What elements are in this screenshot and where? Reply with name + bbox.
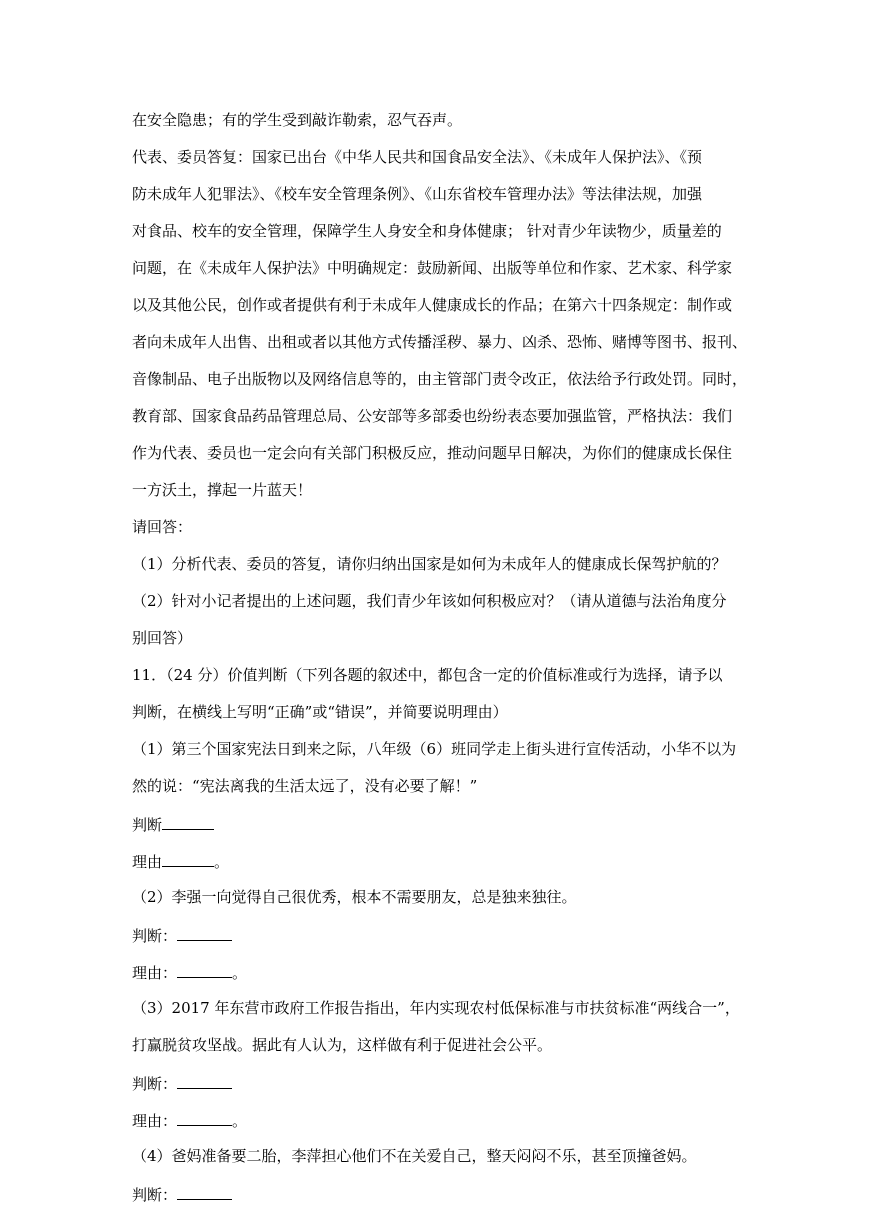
judgment-label: 判断 (132, 815, 163, 834)
question-line: （2）针对小记者提出的上述问题，我们青少年该如何积极应对？（请从道德与法治角度分 (132, 591, 727, 610)
question-line: （1）第三个国家宪法日到来之际，八年级（6）班同学走上街头进行宣传活动，小华不以为 (132, 739, 737, 758)
reason-line (132, 850, 229, 872)
text-line: 以及其他公民，创作或者提供有利于未成年人健康成长的作品；在第六十四条规定：制作或 (132, 295, 733, 314)
period-mark: 。 (232, 1111, 248, 1130)
reason-line (132, 1109, 247, 1131)
answer-blank[interactable] (162, 813, 214, 830)
text-line: 一方沃土，撑起一片蓝天！ (132, 480, 313, 499)
text-line: 代表、委员答复：国家已出台《中华人民共和国食品安全法》、《未成年人保护法》、《预 (132, 147, 703, 166)
question-line: （2）李强一向觉得自己很优秀，根本不需要朋友，总是独来独往。 (132, 887, 577, 906)
answer-blank[interactable] (177, 1183, 232, 1200)
question-line: 别回答） (132, 628, 193, 647)
judgment-line (132, 924, 232, 946)
reason-label: 理由： (132, 963, 178, 982)
judgment-line (132, 1183, 232, 1205)
answer-blank[interactable] (177, 924, 232, 941)
answer-blank[interactable] (177, 961, 232, 978)
question-line: 然的说：“宪法离我的生活太远了，没有必要了解！” (132, 776, 478, 795)
judgment-label: 判断： (132, 1185, 178, 1204)
question-line: （4）爸妈准备要二胎，李萍担心他们不在关爱自己，整天闷闷不乐，甚至顶撞爸妈。 (132, 1146, 697, 1165)
answer-blank[interactable] (177, 1109, 232, 1126)
answer-blank[interactable] (162, 850, 214, 867)
text-line: 在安全隐患；有的学生受到敲诈勒索，忍气吞声。 (132, 111, 463, 129)
period-mark: 。 (232, 963, 248, 982)
question-line: （3）2017 年东营市政府工作报告指出，年内实现农村低保标准与市扶贫标准“两线合一”， (132, 998, 740, 1017)
judgment-label: 判断： (132, 926, 178, 945)
judgment-line (132, 1072, 232, 1094)
text-line: 者向未成年人出售、出租或者以其他方式传播淫秽、暴力、凶杀、恐怖、赌博等图书、报刊、 (132, 332, 748, 351)
text-line: 请回答： (132, 517, 193, 536)
reason-label: 理由 (132, 852, 163, 871)
text-line: 教育部、国家食品药品管理总局、公安部等多部委也纷纷表态要加强监管，严格执法：我们 (132, 406, 733, 425)
text-line: 作为代表、委员也一定会向有关部门积极反应，推动问题早日解决，为你们的健康成长保住 (132, 443, 733, 462)
question-heading: 判断，在横线上写明“正确”或“错误”，并简要说明理由） (132, 702, 508, 721)
reason-line (132, 961, 247, 983)
text-line: 防未成年人犯罪法》、《校车安全管理条例》、《山东省校车管理办法》等法律法规，加强 (132, 184, 703, 203)
judgment-label: 判断： (132, 1074, 178, 1093)
question-heading: 11．（24 分）价值判断（下列各题的叙述中，都包含一定的价值标准或行为选择，请予以 (132, 665, 723, 684)
text-line: 问题，在《未成年人保护法》中明确规定：鼓励新闻、出版等单位和作家、艺术家、科学家 (132, 258, 733, 277)
reason-label: 理由： (132, 1111, 178, 1130)
period-mark: 。 (214, 852, 230, 871)
question-line: 打赢脱贫攻坚战。据此有人认为，这样做有利于促进社会公平。 (132, 1035, 553, 1054)
question-line: （1）分析代表、委员的答复，请你归纳出国家是如何为未成年人的健康成长保驾护航的？ (132, 554, 727, 573)
text-line: 对食品、校车的安全管理，保障学生人身安全和身体健康； 针对青少年读物少，质量差的 (132, 221, 722, 240)
answer-blank[interactable] (177, 1072, 232, 1089)
judgment-line (132, 813, 214, 835)
text-line: 音像制品、电子出版物以及网络信息等的，由主管部门责令改正，依法给予行政处罚。同时， (132, 369, 748, 388)
